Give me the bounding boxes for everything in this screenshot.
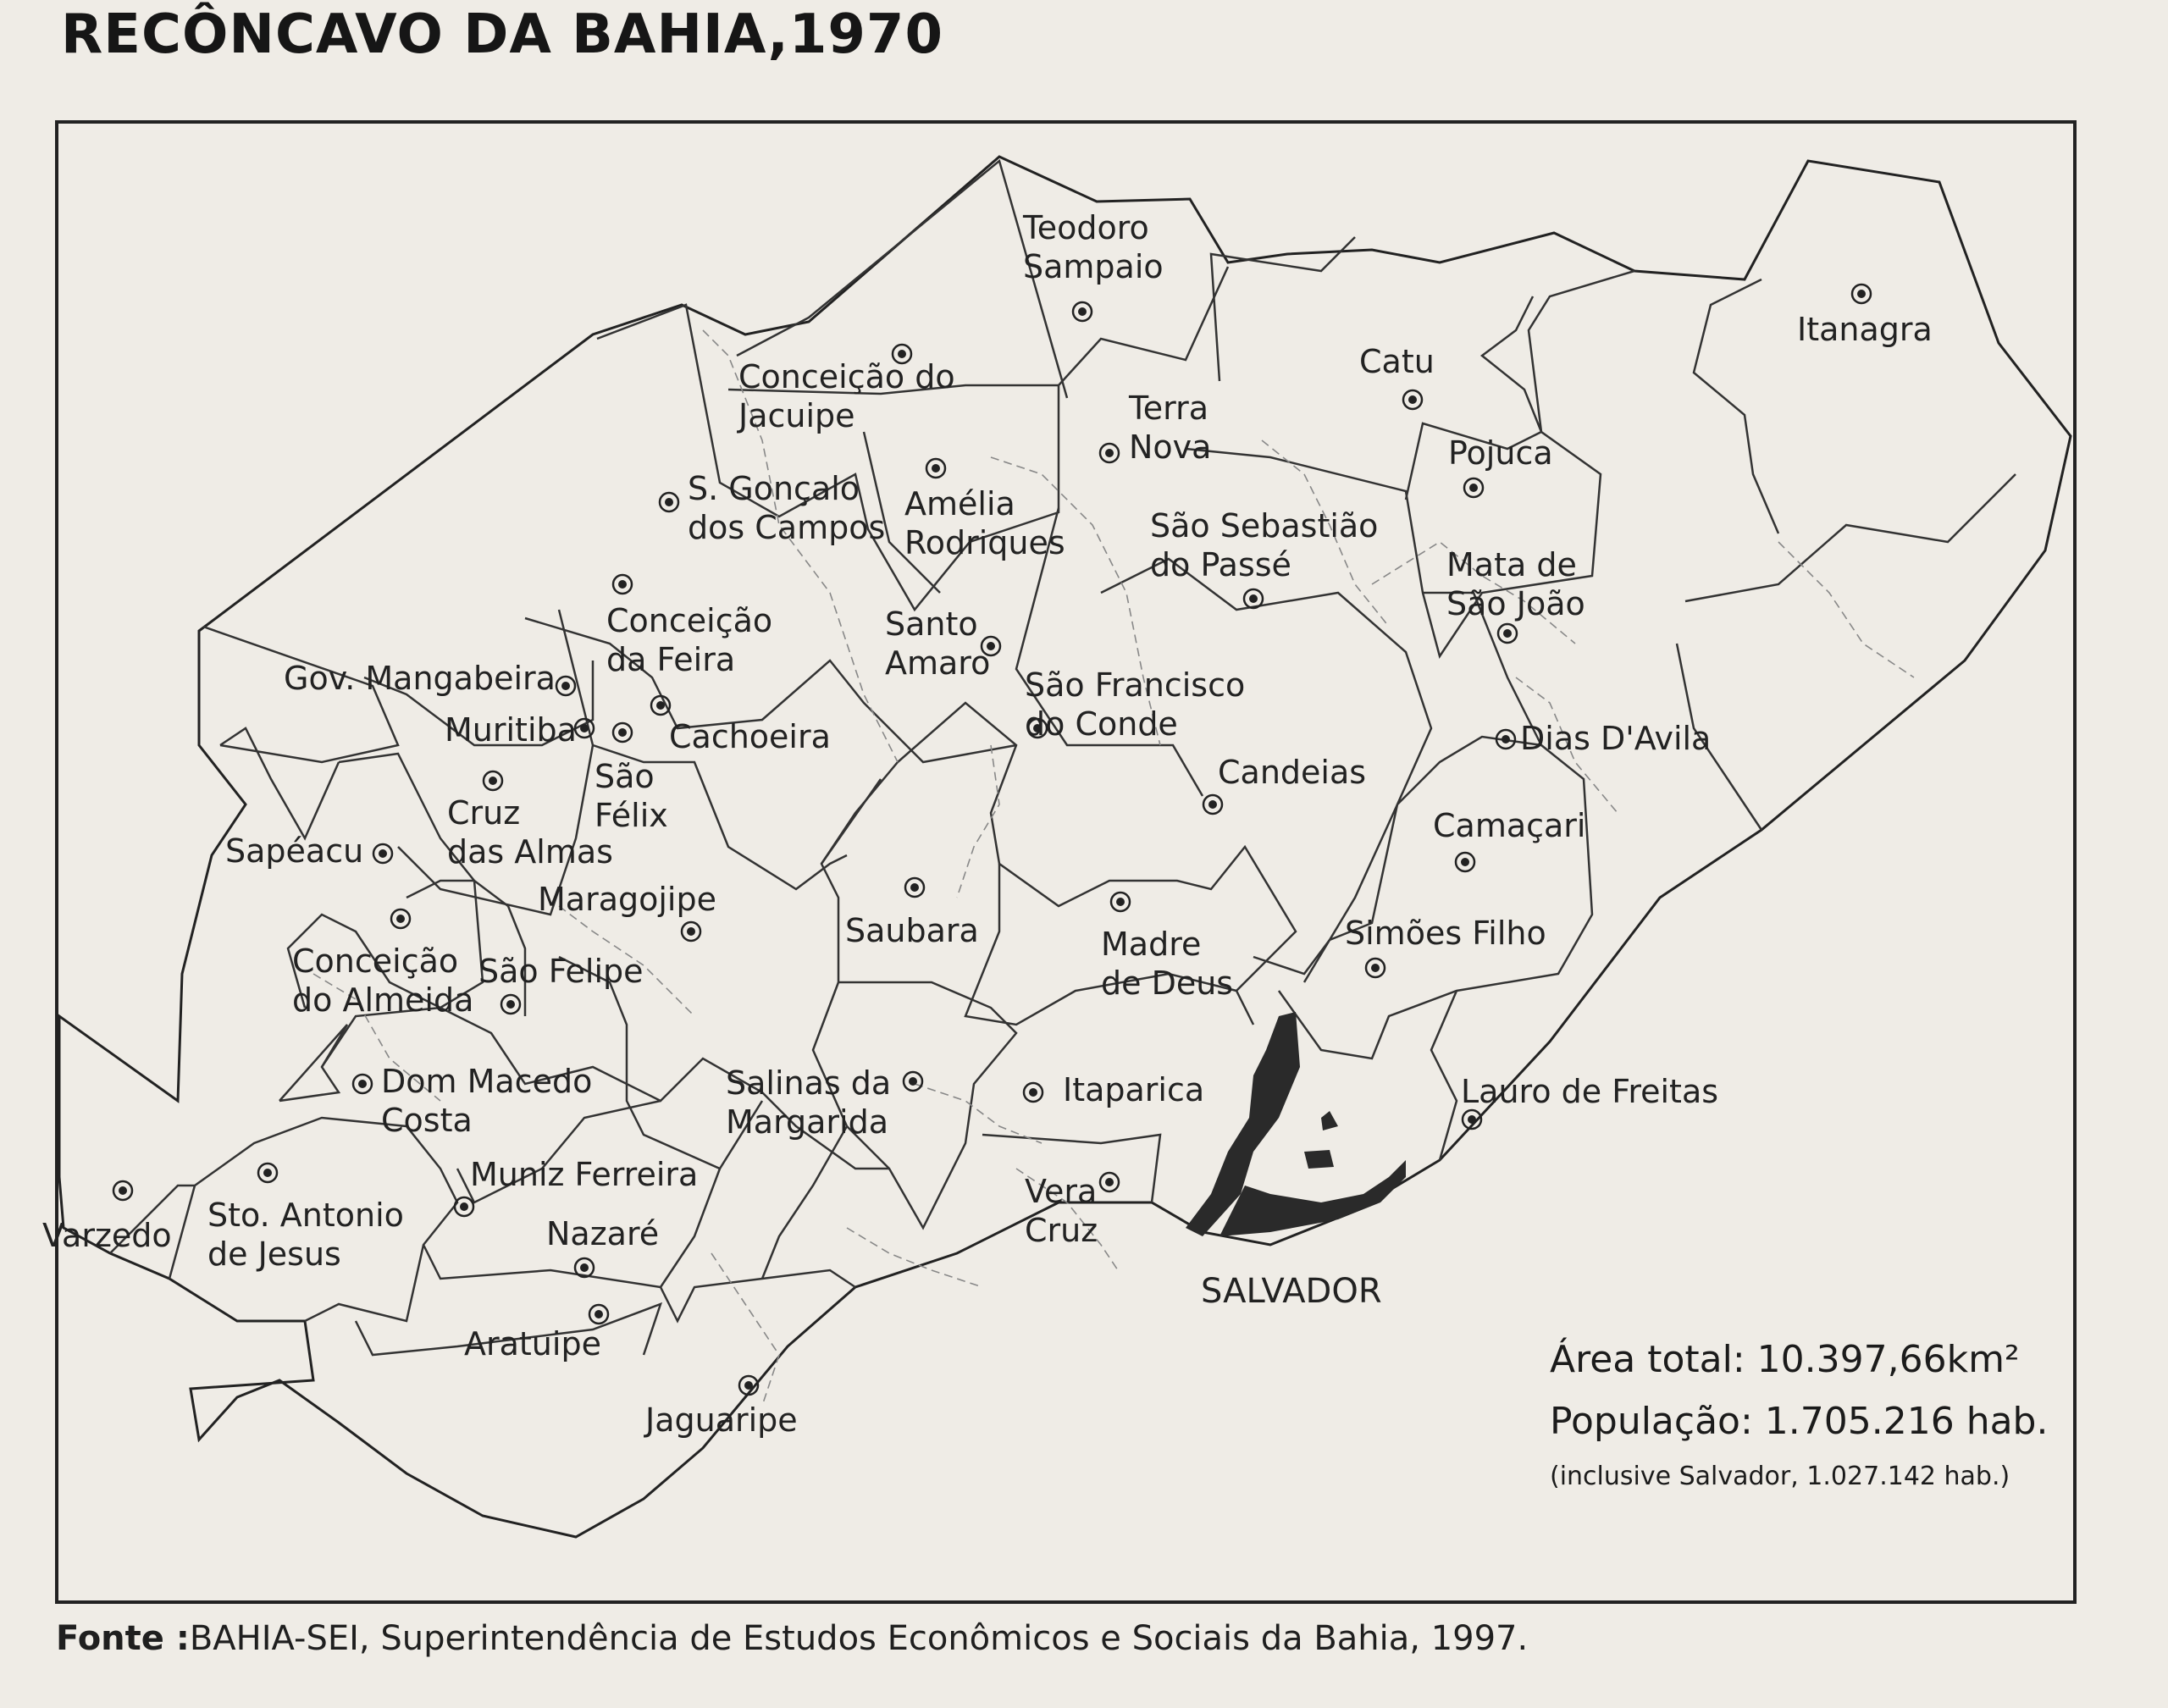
seat-dot-icon (396, 915, 405, 923)
seat-dot-icon (460, 1202, 468, 1211)
municipality-label: Conceição (606, 602, 773, 639)
municipality-label: do Almeida (292, 981, 474, 1019)
seat-dot-icon (263, 1169, 272, 1177)
municipality-simoes-filho (1345, 915, 1546, 977)
seat-dot-icon (119, 1186, 127, 1195)
seat-dot-icon (1502, 735, 1510, 743)
seat-dot-icon (687, 927, 695, 936)
map-statistics (1550, 1338, 2048, 1491)
municipality-label: Cachoeira (669, 718, 831, 755)
seat-dot-icon (379, 849, 387, 858)
municipality-label: Santo (885, 605, 978, 643)
seat-dot-icon (898, 350, 906, 358)
municipality-label: Salinas da (726, 1064, 892, 1102)
municipality-label: Madre (1101, 926, 1202, 963)
source-text: BAHIA-SEI, Superintendência de Estudos Econômicos e Sociais da Bahia, 1997. (189, 1619, 1529, 1658)
seat-dot-icon (1461, 858, 1469, 866)
municipality-cruz-das-almas (447, 771, 613, 871)
map-title: RECÔNCAVO DA BAHIA,1970 (61, 3, 943, 66)
municipality-label: Amaro (885, 644, 991, 682)
municipality-label: Conceição do (738, 358, 955, 395)
municipality-label: Jacuipe (738, 397, 855, 434)
municipality-label: São Felipe (478, 953, 644, 990)
municipality-label: de Jesus (207, 1235, 341, 1273)
seat-dot-icon (665, 498, 673, 506)
seat-dot-icon (932, 464, 940, 473)
municipality-label: Itaparica (1063, 1071, 1205, 1108)
municipality-sto-antonio-de-jesus (207, 1164, 404, 1273)
municipality-label: São João (1446, 585, 1585, 622)
population-note: (inclusive Salvador, 1.027.142 hab.) (1550, 1462, 2010, 1491)
municipality-candeias (1203, 754, 1366, 814)
municipality-jaguaripe (644, 1376, 798, 1439)
municipality-aratuipe (464, 1305, 608, 1363)
seat-dot-icon (1468, 1115, 1476, 1124)
municipality-label: Sapéacu (225, 832, 364, 870)
municipality-label: dos Campos (688, 509, 886, 546)
municipality-nazare (546, 1215, 659, 1277)
salvador-label: SALVADOR (1201, 1272, 1382, 1311)
municipality-salinas-da-margarida (726, 1064, 922, 1141)
municipality-amelia-rodriques (904, 459, 1065, 561)
seat-dot-icon (1469, 484, 1478, 492)
seat-dot-icon (489, 777, 497, 785)
municipality-lauro-de-freitas (1461, 1073, 1718, 1129)
seat-dot-icon (358, 1080, 367, 1088)
municipality-sao-francisco-do-conde (1025, 666, 1245, 743)
municipality-label: da Feira (606, 641, 736, 678)
municipality-label: do Passé (1150, 546, 1291, 583)
municipality-label: Lauro de Freitas (1461, 1073, 1719, 1110)
municipality-label: Saubara (845, 912, 979, 949)
seat-dot-icon (618, 580, 627, 589)
municipality-label: Simões Filho (1345, 915, 1546, 952)
municipality-muritiba (445, 711, 594, 749)
municipality-muniz-ferreira (455, 1156, 698, 1216)
seat-dot-icon (580, 1263, 589, 1272)
seat-dot-icon (1408, 395, 1417, 404)
municipality-label: Cruz (447, 794, 521, 832)
municipality-label: São Francisco (1025, 666, 1246, 704)
municipality-label: Muniz Ferreira (470, 1156, 699, 1193)
source-citation (56, 1619, 1528, 1658)
seat-dot-icon (656, 701, 665, 710)
municipality-label: Rodriques (904, 524, 1065, 561)
municipality-sapeacu (225, 832, 392, 870)
municipality-label: Aratuipe (464, 1325, 601, 1363)
municipality-mata-de-sao-joao (1446, 546, 1585, 643)
municipality-pojuca (1448, 434, 1553, 497)
municipality-label: Varzedo (42, 1217, 172, 1254)
municipality-label: Margarida (726, 1103, 889, 1141)
municipality-label: Catu (1359, 343, 1435, 380)
municipality-teodoro-sampaio (1022, 209, 1164, 321)
municipality-label: Cruz (1025, 1212, 1098, 1249)
seat-dot-icon (506, 1000, 515, 1009)
municipality-label: Gov. Mangabeira (284, 660, 556, 697)
municipality-label: Nova (1129, 428, 1212, 466)
municipality-saubara (845, 878, 979, 949)
municipality-label: Sto. Antonio (207, 1197, 404, 1234)
seat-dot-icon (909, 1077, 917, 1086)
population-total: População: 1.705.216 hab. (1550, 1400, 2049, 1443)
seat-dot-icon (744, 1381, 753, 1390)
seat-dot-icon (595, 1310, 603, 1318)
municipality-label: Sampaio (1023, 248, 1164, 285)
municipality-label: Camaçari (1433, 807, 1586, 844)
seat-dot-icon (1029, 1088, 1037, 1097)
municipality-label: Dias D'Avila (1520, 720, 1712, 757)
municipality-conceicao-do-almeida (292, 909, 473, 1019)
municipality-camacari (1433, 807, 1585, 871)
municipality-sao-sebastiao-do-passe (1150, 507, 1378, 608)
municipality-label: Itanagra (1797, 311, 1933, 348)
municipality-label: Pojuca (1448, 434, 1553, 472)
municipality-sao-felix (595, 723, 668, 834)
municipality-label: São Sebastião (1150, 507, 1379, 544)
municipality-label: Mata de (1446, 546, 1577, 583)
municipality-label: Teodoro (1023, 209, 1149, 246)
municipality-dom-macedo-costa (353, 1063, 592, 1139)
municipality-label: Conceição (292, 942, 459, 980)
source-label: Fonte : (56, 1619, 190, 1658)
municipality-label: Muritiba (445, 711, 577, 749)
seat-dot-icon (561, 682, 570, 690)
municipality-maragojipe (538, 881, 716, 941)
seat-dot-icon (1503, 629, 1512, 638)
municipality-itaparica (1024, 1071, 1204, 1108)
seat-dot-icon (618, 728, 627, 737)
municipality-label: do Conde (1025, 705, 1178, 743)
municipality-label: Jaguaripe (645, 1401, 798, 1439)
municipality-label: Costa (381, 1102, 473, 1139)
municipality-label: Candeias (1218, 754, 1367, 791)
seat-dot-icon (1078, 307, 1087, 316)
area-total: Área total: 10.397,66km² (1550, 1338, 2020, 1381)
municipality-label: São (595, 758, 655, 795)
municipality-gov-mangabeira (284, 660, 575, 697)
municipality-label: Vera (1025, 1173, 1098, 1210)
municipality-dias-davila (1496, 720, 1711, 757)
municipality-itanagra (1797, 285, 1933, 348)
municipality-label: Terra (1129, 390, 1208, 427)
municipality-label: de Deus (1101, 965, 1234, 1002)
seat-dot-icon (1371, 964, 1380, 972)
municipality-cachoeira (651, 696, 831, 755)
municipality-label: Félix (595, 797, 668, 834)
municipality-label: S. Gonçalo (688, 470, 860, 507)
municipality-label: Maragojipe (538, 881, 716, 918)
seat-dot-icon (910, 883, 919, 892)
municipality-label: Dom Macedo (381, 1063, 593, 1100)
municipality-santo-amaro (885, 605, 1000, 682)
seat-dot-icon (580, 724, 589, 732)
seat-dot-icon (1208, 800, 1217, 809)
seat-dot-icon (1116, 898, 1125, 906)
seat-dot-icon (1105, 1178, 1114, 1186)
municipality-label: Nazaré (546, 1215, 660, 1252)
municipality-conceicao-da-feira (606, 575, 772, 678)
municipality-terra-nova (1100, 390, 1211, 466)
municipality-madre-de-deus (1101, 893, 1233, 1002)
municipality-s-goncalo-dos-campos (660, 470, 885, 546)
municipality-catu (1359, 343, 1435, 409)
seat-dot-icon (1105, 449, 1114, 457)
municipality-label: das Almas (447, 833, 613, 871)
seat-dot-icon (1857, 290, 1866, 298)
municipality-conceicao-do-jacuipe (737, 345, 955, 434)
seat-dot-icon (1249, 594, 1258, 603)
municipality-label: Amélia (904, 485, 1015, 522)
